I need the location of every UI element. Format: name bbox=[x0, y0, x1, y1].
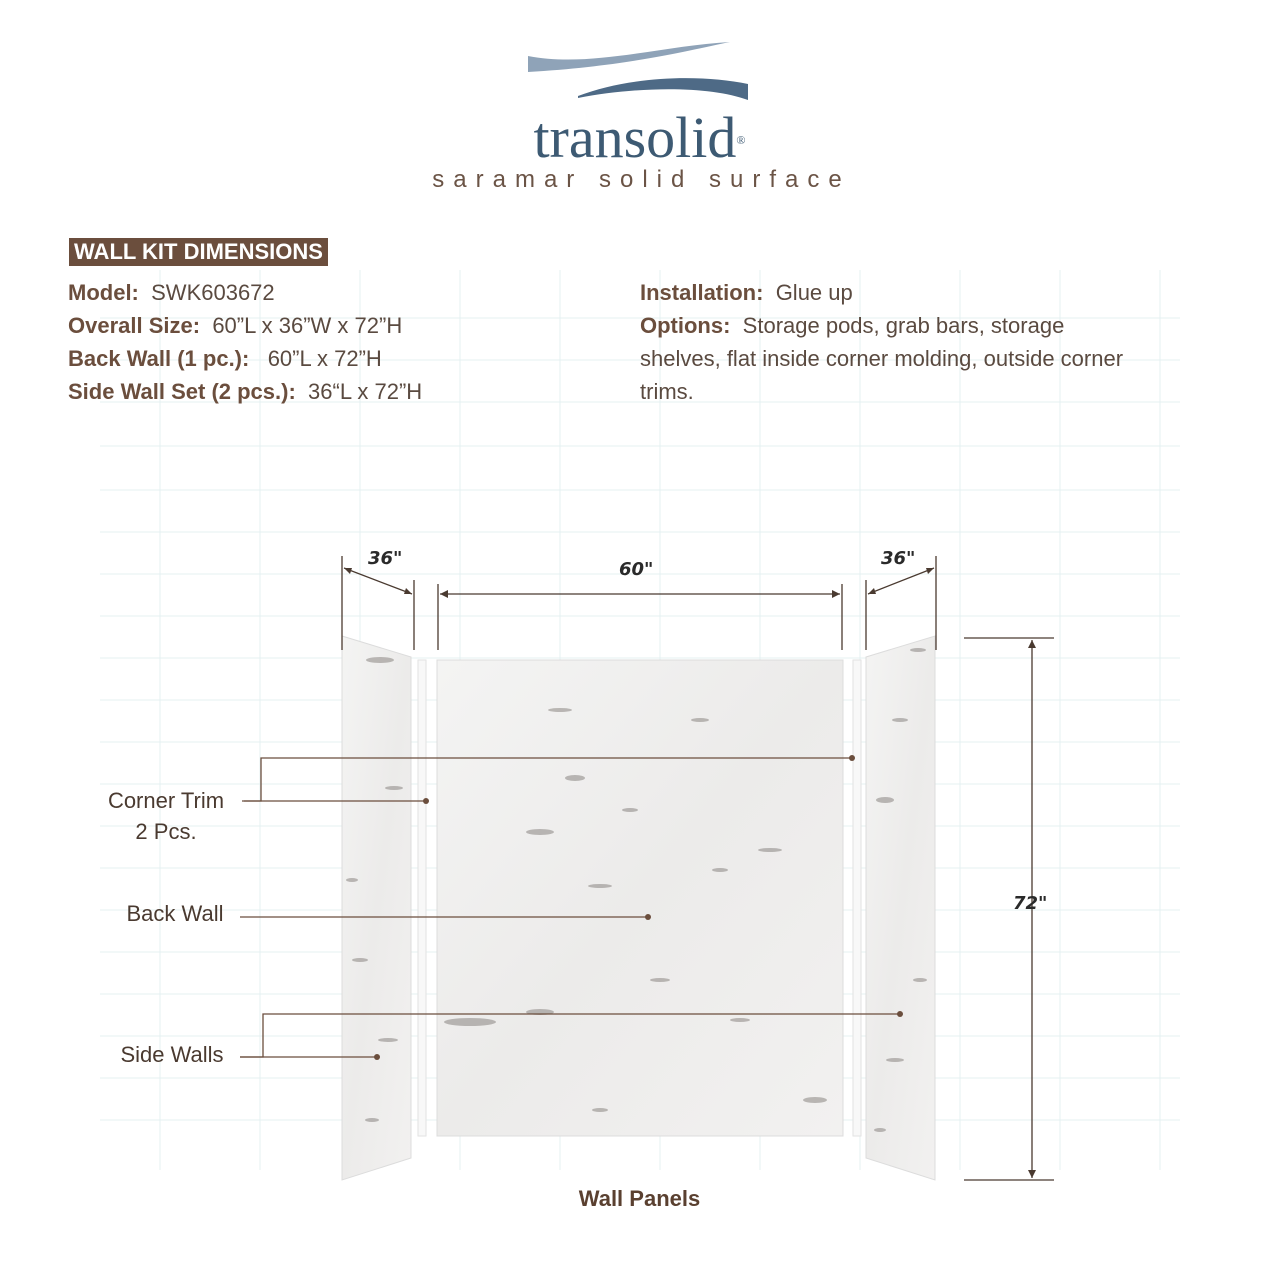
callout-side-walls: Side Walls bbox=[120, 1042, 224, 1067]
callout-back-wall: Back Wall bbox=[126, 901, 224, 926]
spec-overall-size: Overall Size: 60”L x 36”W x 72”H bbox=[68, 313, 403, 338]
dimension-left-width: 36" bbox=[368, 548, 403, 569]
dimension-right-width: 36" bbox=[881, 548, 916, 569]
dim-line-left-width bbox=[344, 568, 412, 594]
callout-corner-trim-line2: 2 Pcs. bbox=[135, 819, 197, 844]
spec-options: Options: Storage pods, grab bars, storage shelves, flat inside corner molding, outside corner trims. bbox=[640, 313, 1124, 404]
left-side-wall-panel bbox=[342, 636, 411, 1180]
brand-logo-name: transolid® bbox=[533, 105, 746, 170]
wall-kit-heading: WALL KIT DIMENSIONS bbox=[69, 238, 328, 266]
callout-corner-trim bbox=[98, 785, 234, 847]
corner-trim-left bbox=[418, 660, 426, 1136]
dimension-height: 72" bbox=[1013, 893, 1048, 914]
spec-model: Model: SWK603672 bbox=[68, 280, 275, 305]
right-side-wall-panel bbox=[866, 636, 935, 1180]
spec-side-wall-set: Side Wall Set (2 pcs.): 36“L x 72”H bbox=[68, 379, 423, 404]
diagram-caption: Wall Panels bbox=[578, 1186, 701, 1211]
brand-tagline: saramar solid surface bbox=[432, 166, 851, 193]
dim-line-right-width bbox=[868, 568, 934, 594]
spec-installation: Installation: Glue up bbox=[640, 280, 853, 305]
spec-back-wall: Back Wall (1 pc.): 60”L x 72”H bbox=[68, 346, 382, 371]
callout-corner-trim-line1: Corner Trim bbox=[107, 788, 225, 813]
dimension-back-width: 60" bbox=[619, 559, 654, 580]
corner-trim-right bbox=[853, 660, 861, 1136]
back-wall-panel bbox=[437, 660, 843, 1136]
